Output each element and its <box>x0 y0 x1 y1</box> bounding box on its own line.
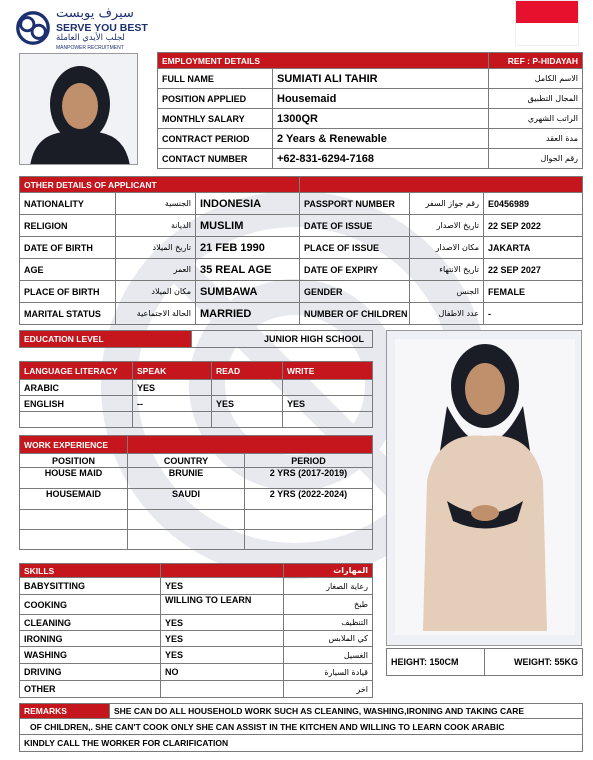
label: PASSPORT NUMBER <box>300 193 410 215</box>
value: 22 SEP 2022 <box>484 215 583 237</box>
work-experience-table <box>19 435 373 550</box>
row-age <box>20 259 583 281</box>
label: RELIGION <box>20 215 116 237</box>
other-details-header-fill <box>300 177 583 193</box>
value: Housemaid <box>273 89 489 109</box>
employment-header: EMPLOYMENT DETAILS <box>158 53 489 69</box>
work-row-1 <box>20 468 373 489</box>
indonesia-flag <box>515 0 579 46</box>
country-col: COUNTRY <box>128 454 245 468</box>
label-arabic: مكان الاصدار <box>410 237 484 259</box>
label-arabic: الحالة الاجتماعية <box>116 303 196 325</box>
language: ENGLISH <box>20 396 133 412</box>
country: BRUNIE <box>128 468 245 489</box>
row-dob <box>20 237 583 259</box>
skill-washing <box>20 647 373 664</box>
skills-table <box>19 563 373 698</box>
value <box>161 681 284 698</box>
label: DATE OF EXPIRY <box>300 259 410 281</box>
other-details-header: OTHER DETAILS OF APPLICANT <box>20 177 300 193</box>
position <box>20 530 128 550</box>
skill-driving <box>20 664 373 681</box>
label: DATE OF BIRTH <box>20 237 116 259</box>
period <box>245 510 373 530</box>
value: MARRIED <box>196 303 300 325</box>
read <box>212 412 283 428</box>
label: CONTACT NUMBER <box>158 149 273 169</box>
label-arabic: الديانة <box>116 215 196 237</box>
skill-other <box>20 681 373 698</box>
label: OTHER <box>20 681 161 698</box>
value: YES <box>161 578 284 595</box>
row-place-of-birth <box>20 281 583 303</box>
row-marital-status <box>20 303 583 325</box>
read-header: READ <box>212 362 283 380</box>
work-row-3 <box>20 510 373 530</box>
brand-tagline-arabic: لجلب الأيدي العاملة <box>56 33 125 43</box>
language: ARABIC <box>20 380 133 396</box>
speak-header: SPEAK <box>133 362 212 380</box>
label: BABYSITTING <box>20 578 161 595</box>
label-arabic: المجال التطبيق <box>489 89 583 109</box>
value: - <box>484 303 583 325</box>
label-arabic: الاسم الكامل <box>489 69 583 89</box>
label-arabic: قيادة السيارة <box>284 664 373 681</box>
row-position <box>158 89 583 109</box>
remarks-line-2: OF CHILDREN,. SHE CAN'T COOK ONLY SHE CAN ASSIST IN THE KITCHEN AND WILLING TO LEARN COOK ARABIC <box>20 719 583 735</box>
value: YES <box>161 631 284 647</box>
label: DATE OF ISSUE <box>300 215 410 237</box>
weight-value: WEIGHT: 55KG <box>485 649 583 676</box>
label-arabic: كي الملابس <box>284 631 373 647</box>
period <box>245 530 373 550</box>
height-value: HEIGHT: 150CM <box>387 649 485 676</box>
label: AGE <box>20 259 116 281</box>
row-nationality <box>20 193 583 215</box>
value: FEMALE <box>484 281 583 303</box>
label: MARITAL STATUS <box>20 303 116 325</box>
education-value: JUNIOR HIGH SCHOOL <box>192 331 373 348</box>
value: YES <box>161 615 284 631</box>
label: WASHING <box>20 647 161 664</box>
value: +62-831-6294-7168 <box>273 149 489 169</box>
label-arabic: اخر <box>284 681 373 698</box>
language-table <box>19 361 373 428</box>
label-arabic: الجنسية <box>116 193 196 215</box>
label: COOKING <box>20 595 161 615</box>
position <box>20 510 128 530</box>
label-arabic: التنظيف <box>284 615 373 631</box>
label-arabic: طبخ <box>284 595 373 615</box>
value: JAKARTA <box>484 237 583 259</box>
row-english <box>20 396 373 412</box>
value: SUMIATI ALI TAHIR <box>273 69 489 89</box>
label: GENDER <box>300 281 410 303</box>
measurements-table <box>386 648 583 676</box>
period: 2 YRS (2017-2019) <box>245 468 373 489</box>
employment-details-table <box>157 52 583 169</box>
brand-name: SERVE YOU BEST <box>56 22 148 34</box>
label-arabic: رقم الجوال <box>489 149 583 169</box>
label: IRONING <box>20 631 161 647</box>
country: SAUDI <box>128 489 245 510</box>
other-details-table <box>19 176 583 325</box>
education-table <box>19 330 373 348</box>
value: 2 Years & Renewable <box>273 129 489 149</box>
company-logo <box>14 6 154 52</box>
label: NUMBER OF CHILDREN <box>300 303 410 325</box>
value: SUMBAWA <box>196 281 300 303</box>
position: HOUSE MAID <box>20 468 128 489</box>
skill-cooking <box>20 595 373 615</box>
row-full-name <box>158 69 583 89</box>
label-arabic: الراتب الشهري <box>489 109 583 129</box>
speak: YES <box>133 380 212 396</box>
label-arabic: مدة العقد <box>489 129 583 149</box>
label-arabic: الجنس <box>410 281 484 303</box>
language-header: LANGUAGE LITERACY <box>20 362 133 380</box>
label-arabic: تاريخ الميلاد <box>116 237 196 259</box>
skills-header-fill <box>161 564 284 578</box>
value: 35 REAL AGE <box>196 259 300 281</box>
row-contract <box>158 129 583 149</box>
remarks-line-3: KINDLY CALL THE WORKER FOR CLARIFICATION <box>20 735 583 752</box>
period: 2 YRS (2022-2024) <box>245 489 373 510</box>
speak: -- <box>133 396 212 412</box>
language <box>20 412 133 428</box>
work-row-4 <box>20 530 373 550</box>
work-header-fill <box>128 436 373 454</box>
write <box>283 380 373 396</box>
label: NATIONALITY <box>20 193 116 215</box>
label: PLACE OF ISSUE <box>300 237 410 259</box>
skill-ironing <box>20 631 373 647</box>
country <box>128 510 245 530</box>
skill-babysitting <box>20 578 373 595</box>
write <box>283 412 373 428</box>
skills-header-arabic: المهارات <box>284 564 373 578</box>
value: MUSLIM <box>196 215 300 237</box>
position-col: POSITION <box>20 454 128 468</box>
skills-header: SKILLS <box>20 564 161 578</box>
label: MONTHLY SALARY <box>158 109 273 129</box>
read: YES <box>212 396 283 412</box>
work-row-2 <box>20 489 373 510</box>
country <box>128 530 245 550</box>
write-header: WRITE <box>283 362 373 380</box>
applicant-full-photo <box>386 330 582 646</box>
label: CONTRACT PERIOD <box>158 129 273 149</box>
label-arabic: الغسيل <box>284 647 373 664</box>
label-arabic: تاريخ الانتهاء <box>410 259 484 281</box>
work-header: WORK EXPERIENCE <box>20 436 128 454</box>
value: WILLING TO LEARN <box>161 595 284 615</box>
label-arabic: مكان الميلاد <box>116 281 196 303</box>
value: INDONESIA <box>196 193 300 215</box>
logo-icon <box>14 8 52 48</box>
value: 22 SEP 2027 <box>484 259 583 281</box>
label: DRIVING <box>20 664 161 681</box>
label-arabic: تاريخ الاصدار <box>410 215 484 237</box>
value: NO <box>161 664 284 681</box>
label: FULL NAME <box>158 69 273 89</box>
label-arabic: العمر <box>116 259 196 281</box>
label: CLEANING <box>20 615 161 631</box>
position: HOUSEMAID <box>20 489 128 510</box>
read <box>212 380 283 396</box>
label-arabic: عدد الاطفال <box>410 303 484 325</box>
value: E0456989 <box>484 193 583 215</box>
write: YES <box>283 396 373 412</box>
value: 1300QR <box>273 109 489 129</box>
row-salary <box>158 109 583 129</box>
label: PLACE OF BIRTH <box>20 281 116 303</box>
value: YES <box>161 647 284 664</box>
applicant-portrait <box>19 53 138 165</box>
value: 21 FEB 1990 <box>196 237 300 259</box>
brand-tagline: MANPOWER RECRUITMENT <box>56 45 124 51</box>
row-empty <box>20 412 373 428</box>
label-arabic: رعاية الصغار <box>284 578 373 595</box>
row-arabic <box>20 380 373 396</box>
remarks-label: REMARKS <box>20 704 110 719</box>
remarks-line-1: SHE CAN DO ALL HOUSEHOLD WORK SUCH AS CLEANING, WASHING,IRONING AND TAKING CARE <box>110 704 583 719</box>
remarks-table <box>19 703 583 752</box>
label: POSITION APPLIED <box>158 89 273 109</box>
education-label: EDUCATION LEVEL <box>20 331 192 348</box>
row-religion <box>20 215 583 237</box>
period-col: PERIOD <box>245 454 373 468</box>
employment-ref: REF : P-HIDAYAH <box>489 53 583 69</box>
label-arabic: رقم جواز السفر <box>410 193 484 215</box>
skill-cleaning <box>20 615 373 631</box>
brand-name-arabic: سيرف يوبست <box>56 6 134 21</box>
speak <box>133 412 212 428</box>
row-contact <box>158 149 583 169</box>
